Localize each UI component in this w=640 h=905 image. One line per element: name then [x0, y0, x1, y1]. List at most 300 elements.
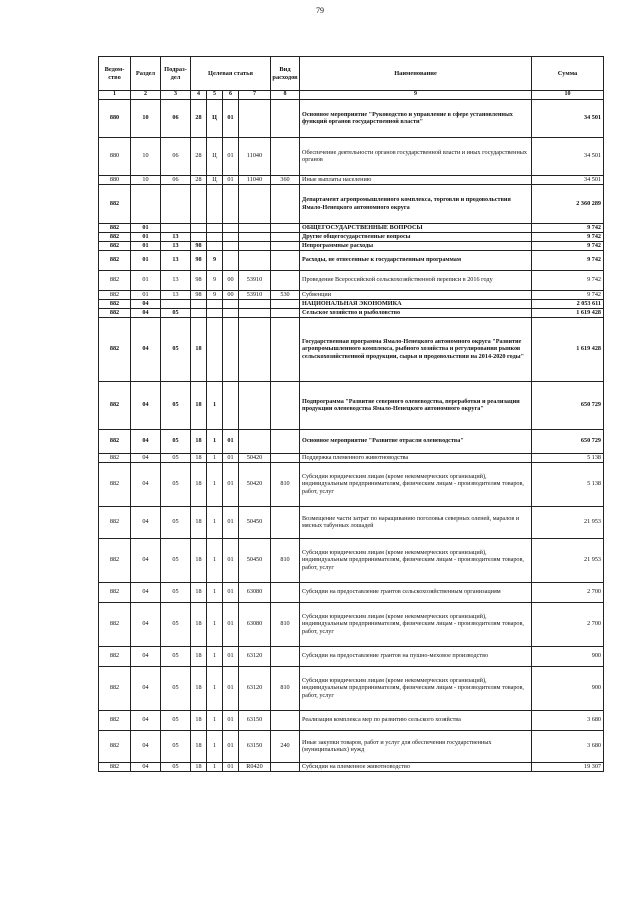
header-expense-type: Вид расходов	[271, 57, 300, 91]
cell-section: 10	[131, 137, 161, 175]
cell-expense-type: 240	[271, 730, 300, 762]
cell-program: 18	[191, 582, 207, 602]
cell-department: 880	[99, 99, 131, 137]
cell-program: 28	[191, 175, 207, 184]
cell-subsection: 05	[161, 538, 191, 582]
cell-name: Возмещение части затрат по наращиванию поголовья северных оленей, маралов и мясных табунных лошадей	[300, 506, 532, 538]
cell-program	[191, 223, 207, 232]
cell-sum: 9 742	[532, 241, 604, 250]
cell-activity	[223, 381, 239, 429]
col-number: 1	[99, 91, 131, 100]
cell-name: Поддержка племенного животноводства	[300, 453, 532, 462]
cell-activity	[223, 299, 239, 308]
cell-program: 98	[191, 270, 207, 290]
table-row	[99, 250, 604, 270]
cell-expense-type	[271, 137, 300, 175]
cell-section: 01	[131, 270, 161, 290]
cell-expense-type	[271, 506, 300, 538]
table-row	[99, 223, 604, 232]
table-row	[99, 506, 604, 538]
cell-expense-type: 810	[271, 666, 300, 710]
cell-name: Обеспечение деятельности органов государственной власти и иных государственных органов	[300, 137, 532, 175]
cell-section: 04	[131, 730, 161, 762]
cell-program: 18	[191, 381, 207, 429]
cell-expense-type	[271, 317, 300, 381]
cell-expense-type	[271, 184, 300, 223]
cell-section: 04	[131, 462, 161, 506]
cell-name: Субсидии юридическим лицам (кроме некоммерческих организаций), индивидуальным предпринимателям, физическим лицам - производителям товаров, работ, услуг	[300, 462, 532, 506]
cell-direction	[239, 299, 271, 308]
table-row	[99, 429, 604, 453]
cell-name: Проведение Всероссийской сельскохозяйственной переписи в 2016 году	[300, 270, 532, 290]
col-number: 6	[223, 91, 239, 100]
cell-department: 882	[99, 429, 131, 453]
cell-expense-type	[271, 429, 300, 453]
cell-name: Расходы, не отнесенные к государственным программам	[300, 250, 532, 270]
cell-program: 18	[191, 602, 207, 646]
cell-sum: 34 501	[532, 175, 604, 184]
cell-activity	[223, 184, 239, 223]
cell-subprogram	[207, 241, 223, 250]
cell-department: 882	[99, 290, 131, 299]
cell-section: 04	[131, 381, 161, 429]
cell-subprogram: 1	[207, 666, 223, 710]
cell-department: 882	[99, 184, 131, 223]
header-podrazdel: Подраз-дел	[161, 57, 191, 91]
cell-program: 98	[191, 250, 207, 270]
cell-activity: 01	[223, 175, 239, 184]
table-row	[99, 582, 604, 602]
table-row	[99, 299, 604, 308]
cell-activity: 01	[223, 99, 239, 137]
cell-department: 882	[99, 730, 131, 762]
cell-expense-type	[271, 582, 300, 602]
cell-department: 882	[99, 710, 131, 730]
cell-department: 882	[99, 381, 131, 429]
cell-name: Субсидии на племенное животноводство	[300, 762, 532, 771]
table-body	[99, 99, 604, 771]
cell-department: 882	[99, 299, 131, 308]
cell-section: 04	[131, 308, 161, 317]
cell-name: Реализация комплекса мер по развитию сельского хозяйства	[300, 710, 532, 730]
cell-section: 04	[131, 582, 161, 602]
table-row	[99, 646, 604, 666]
cell-direction: 11040	[239, 175, 271, 184]
cell-sum: 2 360 289	[532, 184, 604, 223]
cell-subsection: 13	[161, 232, 191, 241]
cell-program	[191, 308, 207, 317]
cell-direction: 63150	[239, 710, 271, 730]
cell-program: 98	[191, 290, 207, 299]
cell-direction: 50420	[239, 453, 271, 462]
cell-sum: 21 953	[532, 506, 604, 538]
cell-section: 04	[131, 646, 161, 666]
cell-activity: 00	[223, 270, 239, 290]
cell-subprogram: 1	[207, 381, 223, 429]
cell-activity: 01	[223, 602, 239, 646]
cell-name: Подпрограмма "Развитие северного оленеводства, переработки и реализации продукции оленеводства Ямало-Ненецкого автономного округа"	[300, 381, 532, 429]
header-razdel: Раздел	[131, 57, 161, 91]
cell-department: 880	[99, 175, 131, 184]
cell-subsection	[161, 299, 191, 308]
table-row	[99, 666, 604, 710]
cell-activity: 01	[223, 429, 239, 453]
cell-program	[191, 299, 207, 308]
cell-section	[131, 184, 161, 223]
header-ved: Ведом-ство	[99, 57, 131, 91]
cell-subsection: 05	[161, 730, 191, 762]
cell-program	[191, 232, 207, 241]
cell-direction	[239, 241, 271, 250]
cell-sum: 2 700	[532, 582, 604, 602]
cell-department: 882	[99, 232, 131, 241]
table-row	[99, 538, 604, 582]
cell-program: 18	[191, 710, 207, 730]
cell-direction: 50420	[239, 462, 271, 506]
cell-department: 882	[99, 223, 131, 232]
cell-name: Другие общегосударственные вопросы	[300, 232, 532, 241]
cell-section: 04	[131, 602, 161, 646]
cell-subprogram: 1	[207, 582, 223, 602]
cell-sum: 1 619 428	[532, 308, 604, 317]
cell-subsection	[161, 223, 191, 232]
column-number-row	[99, 91, 604, 100]
cell-subprogram: 1	[207, 506, 223, 538]
cell-name: Иные выплаты населению	[300, 175, 532, 184]
cell-direction: 63150	[239, 730, 271, 762]
cell-expense-type	[271, 762, 300, 771]
cell-department: 882	[99, 646, 131, 666]
cell-direction: 11040	[239, 137, 271, 175]
cell-direction	[239, 381, 271, 429]
cell-subsection: 05	[161, 429, 191, 453]
cell-name: Субсидии юридическим лицам (кроме некоммерческих организаций), индивидуальным предпринимателям, физическим лицам - производителям товаров, работ, услуг	[300, 602, 532, 646]
cell-name: Основное мероприятие "Развитие отрасли оленеводства"	[300, 429, 532, 453]
cell-section: 10	[131, 175, 161, 184]
cell-direction	[239, 99, 271, 137]
cell-name: Государственная программа Ямало-Ненецкого автономного округа "Развитие агропромышленного комплекса, рыбного хозяйства и регулирования рынков сельскохозяйственной продукции, сырья и продовольствия на 2014-2020 годы"	[300, 317, 532, 381]
cell-subsection: 06	[161, 175, 191, 184]
cell-subprogram: Ц	[207, 175, 223, 184]
cell-department: 882	[99, 241, 131, 250]
cell-direction: 63120	[239, 646, 271, 666]
cell-sum: 650 729	[532, 381, 604, 429]
cell-program: 18	[191, 317, 207, 381]
cell-subsection: 13	[161, 270, 191, 290]
cell-direction	[239, 250, 271, 270]
cell-sum: 19 307	[532, 762, 604, 771]
cell-subsection: 05	[161, 710, 191, 730]
cell-direction	[239, 429, 271, 453]
cell-sum: 3 680	[532, 730, 604, 762]
cell-program: 18	[191, 429, 207, 453]
cell-activity: 01	[223, 666, 239, 710]
cell-name: Субсидии юридическим лицам (кроме некоммерческих организаций), индивидуальным предпринимателям, физическим лицам - производителям товаров, работ, услуг	[300, 666, 532, 710]
cell-sum: 9 742	[532, 232, 604, 241]
cell-name: Субсидии юридическим лицам (кроме некоммерческих организаций), индивидуальным предпринимателям, физическим лицам - производителям товаров, работ, услуг	[300, 538, 532, 582]
table-row	[99, 602, 604, 646]
cell-subsection: 13	[161, 250, 191, 270]
cell-department: 882	[99, 250, 131, 270]
cell-activity: 01	[223, 646, 239, 666]
cell-sum: 34 501	[532, 99, 604, 137]
cell-program: 28	[191, 137, 207, 175]
cell-subprogram	[207, 223, 223, 232]
col-number: 9	[300, 91, 532, 100]
cell-section: 01	[131, 290, 161, 299]
table-row	[99, 241, 604, 250]
cell-expense-type	[271, 223, 300, 232]
cell-name: ОБЩЕГОСУДАРСТВЕННЫЕ ВОПРОСЫ	[300, 223, 532, 232]
col-number: 5	[207, 91, 223, 100]
cell-subprogram	[207, 317, 223, 381]
cell-sum: 21 953	[532, 538, 604, 582]
cell-program: 18	[191, 453, 207, 462]
cell-department: 882	[99, 602, 131, 646]
cell-subprogram: 1	[207, 429, 223, 453]
cell-program: 18	[191, 666, 207, 710]
cell-subprogram: 1	[207, 462, 223, 506]
cell-activity: 00	[223, 290, 239, 299]
cell-sum: 5 138	[532, 453, 604, 462]
cell-section: 04	[131, 762, 161, 771]
cell-subprogram: 1	[207, 538, 223, 582]
cell-subprogram: 9	[207, 290, 223, 299]
cell-direction: 63080	[239, 602, 271, 646]
cell-subprogram	[207, 299, 223, 308]
cell-subsection: 13	[161, 290, 191, 299]
header-sum: Сумма	[532, 57, 604, 91]
cell-subprogram: 9	[207, 270, 223, 290]
cell-expense-type: 810	[271, 538, 300, 582]
cell-direction	[239, 232, 271, 241]
cell-subsection: 06	[161, 137, 191, 175]
page-number: 79	[316, 6, 324, 15]
cell-activity: 01	[223, 506, 239, 538]
cell-program: 98	[191, 241, 207, 250]
cell-department: 882	[99, 317, 131, 381]
cell-activity: 01	[223, 538, 239, 582]
cell-expense-type	[271, 99, 300, 137]
cell-direction	[239, 308, 271, 317]
cell-expense-type	[271, 241, 300, 250]
cell-subsection: 13	[161, 241, 191, 250]
cell-activity	[223, 232, 239, 241]
cell-expense-type	[271, 381, 300, 429]
table-row	[99, 462, 604, 506]
cell-subsection: 05	[161, 462, 191, 506]
cell-expense-type	[271, 308, 300, 317]
cell-subprogram: Ц	[207, 137, 223, 175]
cell-sum: 2 700	[532, 602, 604, 646]
cell-name: Субсидии на предоставление грантов на пушно-меховое производство	[300, 646, 532, 666]
cell-direction	[239, 223, 271, 232]
cell-activity	[223, 223, 239, 232]
cell-name: Департамент агропромышленного комплекса, торговли и продовольствия Ямало-Ненецкого автономного округа	[300, 184, 532, 223]
cell-department: 882	[99, 538, 131, 582]
table-row	[99, 232, 604, 241]
cell-section: 01	[131, 232, 161, 241]
cell-direction: 50450	[239, 506, 271, 538]
cell-program: 18	[191, 462, 207, 506]
cell-sum: 34 501	[532, 137, 604, 175]
cell-activity: 01	[223, 453, 239, 462]
cell-subsection: 05	[161, 582, 191, 602]
cell-subprogram: 1	[207, 602, 223, 646]
cell-name: Основное мероприятие "Руководство и управление в сфере установленных функций органов государственной власти"	[300, 99, 532, 137]
table-row	[99, 308, 604, 317]
cell-expense-type	[271, 646, 300, 666]
cell-sum: 900	[532, 666, 604, 710]
cell-subsection: 05	[161, 666, 191, 710]
cell-subsection: 05	[161, 506, 191, 538]
cell-direction: R0420	[239, 762, 271, 771]
cell-sum: 9 742	[532, 290, 604, 299]
cell-section: 04	[131, 299, 161, 308]
cell-subprogram: 1	[207, 453, 223, 462]
table-row	[99, 317, 604, 381]
cell-subsection: 05	[161, 453, 191, 462]
cell-activity	[223, 250, 239, 270]
cell-subprogram	[207, 184, 223, 223]
cell-activity: 01	[223, 137, 239, 175]
cell-sum: 9 742	[532, 250, 604, 270]
cell-section: 04	[131, 506, 161, 538]
cell-expense-type: 530	[271, 290, 300, 299]
table-row	[99, 453, 604, 462]
cell-subsection: 05	[161, 308, 191, 317]
col-number: 7	[239, 91, 271, 100]
cell-section: 01	[131, 250, 161, 270]
table-row	[99, 710, 604, 730]
cell-subsection: 05	[161, 317, 191, 381]
cell-direction: 63080	[239, 582, 271, 602]
cell-program: 18	[191, 730, 207, 762]
cell-expense-type	[271, 232, 300, 241]
cell-name: НАЦИОНАЛЬНАЯ ЭКОНОМИКА	[300, 299, 532, 308]
table-row	[99, 175, 604, 184]
cell-direction: 53910	[239, 270, 271, 290]
cell-subsection: 06	[161, 99, 191, 137]
col-number: 8	[271, 91, 300, 100]
table-row	[99, 290, 604, 299]
cell-expense-type	[271, 453, 300, 462]
cell-name: Иные закупки товаров, работ и услуг для обеспечения государственных (муниципальных) нужд	[300, 730, 532, 762]
cell-activity	[223, 241, 239, 250]
cell-activity: 01	[223, 582, 239, 602]
cell-name: Сельское хозяйство и рыболовство	[300, 308, 532, 317]
cell-department: 882	[99, 506, 131, 538]
cell-expense-type: 360	[271, 175, 300, 184]
cell-department: 882	[99, 762, 131, 771]
cell-activity	[223, 308, 239, 317]
table-row	[99, 381, 604, 429]
cell-name: Непрограммные расходы	[300, 241, 532, 250]
cell-department: 882	[99, 270, 131, 290]
cell-subprogram: Ц	[207, 99, 223, 137]
cell-sum: 3 680	[532, 710, 604, 730]
cell-direction: 63120	[239, 666, 271, 710]
cell-activity: 01	[223, 462, 239, 506]
cell-department: 882	[99, 462, 131, 506]
table-row	[99, 270, 604, 290]
cell-name: Субсидии на предоставление грантов сельскохозяйственным организациям	[300, 582, 532, 602]
cell-sum: 2 053 611	[532, 299, 604, 308]
cell-program: 18	[191, 538, 207, 582]
table-row	[99, 184, 604, 223]
cell-expense-type: 810	[271, 602, 300, 646]
cell-subprogram: 1	[207, 710, 223, 730]
cell-section: 10	[131, 99, 161, 137]
cell-sum: 9 742	[532, 223, 604, 232]
cell-direction	[239, 184, 271, 223]
cell-name: Субвенции	[300, 290, 532, 299]
cell-subprogram: 9	[207, 250, 223, 270]
cell-sum: 650 729	[532, 429, 604, 453]
cell-subprogram: 1	[207, 762, 223, 771]
header-row	[99, 57, 604, 91]
header-name: Наименование	[300, 57, 532, 91]
cell-section: 01	[131, 223, 161, 232]
cell-expense-type	[271, 250, 300, 270]
cell-subsection: 05	[161, 381, 191, 429]
cell-program: 18	[191, 506, 207, 538]
cell-section: 04	[131, 710, 161, 730]
cell-department: 880	[99, 137, 131, 175]
cell-activity: 01	[223, 710, 239, 730]
cell-subsection	[161, 184, 191, 223]
cell-section: 04	[131, 538, 161, 582]
cell-expense-type	[271, 270, 300, 290]
col-number: 3	[161, 91, 191, 100]
cell-section: 04	[131, 429, 161, 453]
cell-section: 01	[131, 241, 161, 250]
cell-activity: 01	[223, 730, 239, 762]
cell-sum: 1 619 428	[532, 317, 604, 381]
cell-direction	[239, 317, 271, 381]
cell-subsection: 05	[161, 646, 191, 666]
cell-subprogram: 1	[207, 646, 223, 666]
cell-department: 882	[99, 453, 131, 462]
cell-expense-type	[271, 299, 300, 308]
cell-section: 04	[131, 666, 161, 710]
table-row	[99, 137, 604, 175]
cell-subprogram	[207, 308, 223, 317]
cell-section: 04	[131, 453, 161, 462]
col-number: 2	[131, 91, 161, 100]
cell-activity	[223, 317, 239, 381]
cell-program: 18	[191, 762, 207, 771]
cell-expense-type	[271, 710, 300, 730]
cell-program	[191, 184, 207, 223]
table-row	[99, 730, 604, 762]
table-row	[99, 762, 604, 771]
cell-department: 882	[99, 666, 131, 710]
budget-table	[98, 56, 604, 772]
cell-program: 28	[191, 99, 207, 137]
cell-subprogram: 1	[207, 730, 223, 762]
cell-sum: 5 138	[532, 462, 604, 506]
cell-activity: 01	[223, 762, 239, 771]
cell-direction: 50450	[239, 538, 271, 582]
cell-department: 882	[99, 308, 131, 317]
cell-section: 04	[131, 317, 161, 381]
cell-subsection: 05	[161, 602, 191, 646]
cell-program: 18	[191, 646, 207, 666]
cell-department: 882	[99, 582, 131, 602]
cell-sum: 9 742	[532, 270, 604, 290]
cell-expense-type: 810	[271, 462, 300, 506]
